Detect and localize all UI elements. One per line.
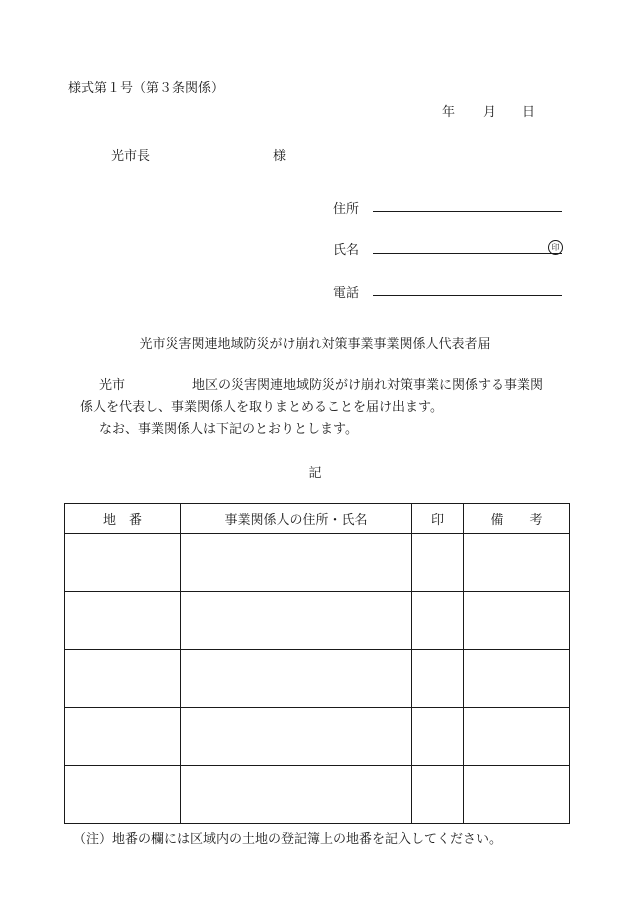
table-cell-lot[interactable] [65,766,181,824]
table-cell-seal[interactable] [412,534,464,592]
name-line[interactable] [373,253,562,254]
header-seal: 印 [412,504,464,534]
table-row [65,534,570,592]
document-title: 光市災害関連地域防災がけ崩れ対策事業事業関係人代表者届 [139,337,491,352]
recipient-honorific: 様 [273,149,287,164]
body-para1-line2: 係人を代表し、事業関係人を取りまとめることを届け出ます。 [80,400,443,415]
body-para2: なお、事業関係人は下記のとおりとします。 [99,422,358,437]
address-line[interactable] [373,211,562,212]
table-cell-address-name[interactable] [181,592,412,650]
date-day-label: 日 [522,105,536,120]
table-row [65,650,570,708]
date-month-label: 月 [483,105,497,120]
table-cell-remarks[interactable] [464,534,570,592]
recipient-city: 光市長 [111,149,151,164]
table-cell-lot[interactable] [65,534,181,592]
address-label: 住所 [333,202,360,217]
table-row [65,708,570,766]
table-cell-address-name[interactable] [181,534,412,592]
table-header-row [65,504,570,534]
body-para1-prefix: 光市 [99,378,126,393]
header-address-name: 事業関係人の住所・氏名 [181,504,412,534]
table-cell-seal[interactable] [412,708,464,766]
table-cell-lot[interactable] [65,650,181,708]
table-cell-remarks[interactable] [464,650,570,708]
table-cell-seal[interactable] [412,592,464,650]
table-row [65,766,570,824]
name-label: 氏名 [333,243,360,258]
table-cell-seal[interactable] [412,650,464,708]
phone-label: 電話 [333,286,360,301]
seal-mark: 印 [548,240,563,255]
ki-heading: 記 [308,466,322,481]
table-cell-lot[interactable] [65,592,181,650]
phone-line[interactable] [373,295,562,296]
date-year-label: 年 [442,105,456,120]
table-cell-address-name[interactable] [181,766,412,824]
footnote: （注）地番の欄には区域内の土地の登記簿上の地番を記入してください。 [73,832,503,847]
header-remarks: 備 考 [464,504,570,534]
table-cell-remarks[interactable] [464,708,570,766]
stakeholder-table [64,503,570,824]
table-cell-lot[interactable] [65,708,181,766]
table-cell-address-name[interactable] [181,650,412,708]
header-lot-number: 地 番 [65,504,181,534]
table-cell-remarks[interactable] [464,592,570,650]
table-cell-address-name[interactable] [181,708,412,766]
table-row [65,592,570,650]
form-number: 様式第１号（第３条関係） [68,81,225,96]
body-para1-line1: 地区の災害関連地域防災がけ崩れ対策事業に関係する事業関 [192,378,544,393]
table-cell-seal[interactable] [412,766,464,824]
table-cell-remarks[interactable] [464,766,570,824]
